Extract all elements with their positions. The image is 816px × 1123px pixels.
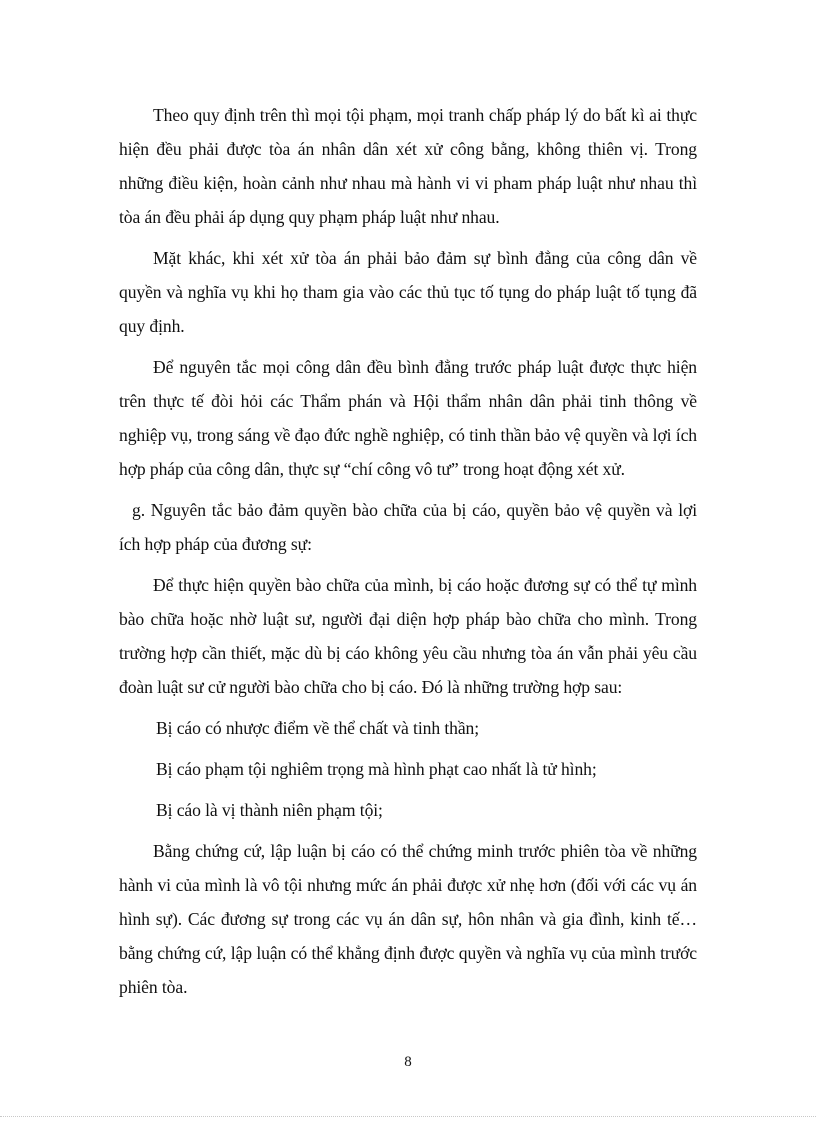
paragraph-equal-rights-procedure: Mặt khác, khi xét xử tòa án phải bảo đảm sự bình đẳng của công dân về quyền và nghĩa vụ khi họ tham gia vào các thủ tục tố tụng do pháp luật tố tụng đã quy định. bbox=[119, 248, 697, 336]
paragraph-evidence-argument: Bằng chứng cứ, lập luận bị cáo có thể chứng minh trước phiên tòa về những hành vi của mình là vô tội nhưng mức án phải được xử nhẹ hơn (đối với các vụ án hình sự). Các đương sự trong các vụ án dân sự, hôn nhân và gia đình, kinh tế… bằng chứng cứ, lập luận có thể khẳng định được quyền và nghĩa vụ của mình trước phiên tòa. bbox=[119, 841, 697, 997]
list-item-physical-mental-defect: Bị cáo có nhược điểm về thể chất và tinh thần; bbox=[156, 718, 480, 738]
paragraph-equality-ruling: Theo quy định trên thì mọi tội phạm, mọi tranh chấp pháp lý do bất kì ai thực hiện đều phải được tòa án nhân dân xét xử công bằng, không thiên vị. Trong những điều kiện, hoàn cảnh như nhau mà hành vi vi pham pháp luật như nhau thì tòa án đều phải áp dụng quy phạm pháp luật như nhau. bbox=[119, 105, 697, 227]
section-heading-right-to-defense: g. Nguyên tắc bảo đảm quyền bào chữa của bị cáo, quyền bảo vệ quyền và lợi ích hợp pháp của đương sự: bbox=[119, 500, 697, 554]
paragraph-judge-requirements: Để nguyên tắc mọi công dân đều bình đẳng trước pháp luật được thực hiện trên thực tế đòi hỏi các Thẩm phán và Hội thẩm nhân dân phải tinh thông về nghiệp vụ, trong sáng về đạo đức nghề nghiệp, có tinh thần bảo vệ quyền và lợi ích hợp pháp của công dân, thực sự “chí công vô tư” trong hoạt động xét xử. bbox=[119, 357, 697, 479]
page-break-divider bbox=[0, 1116, 816, 1117]
document-body bbox=[119, 98, 697, 1011]
page-number: 8 bbox=[404, 1054, 412, 1070]
list-item-capital-crime: Bị cáo phạm tội nghiêm trọng mà hình phạt cao nhất là tử hình; bbox=[156, 759, 597, 779]
paragraph-defense-means: Để thực hiện quyền bào chữa của mình, bị cáo hoặc đương sự có thể tự mình bào chữa hoặc nhờ luật sư, người đại diện hợp pháp bào chữa cho mình. Trong trường hợp cần thiết, mặc dù bị cáo không yêu cầu nhưng tòa án vẫn phải yêu cầu đoàn luật sư cử người bào chữa cho bị cáo. Đó là những trường hợp sau: bbox=[119, 575, 697, 697]
list-item-juvenile-offender: Bị cáo là vị thành niên phạm tội; bbox=[156, 800, 383, 820]
